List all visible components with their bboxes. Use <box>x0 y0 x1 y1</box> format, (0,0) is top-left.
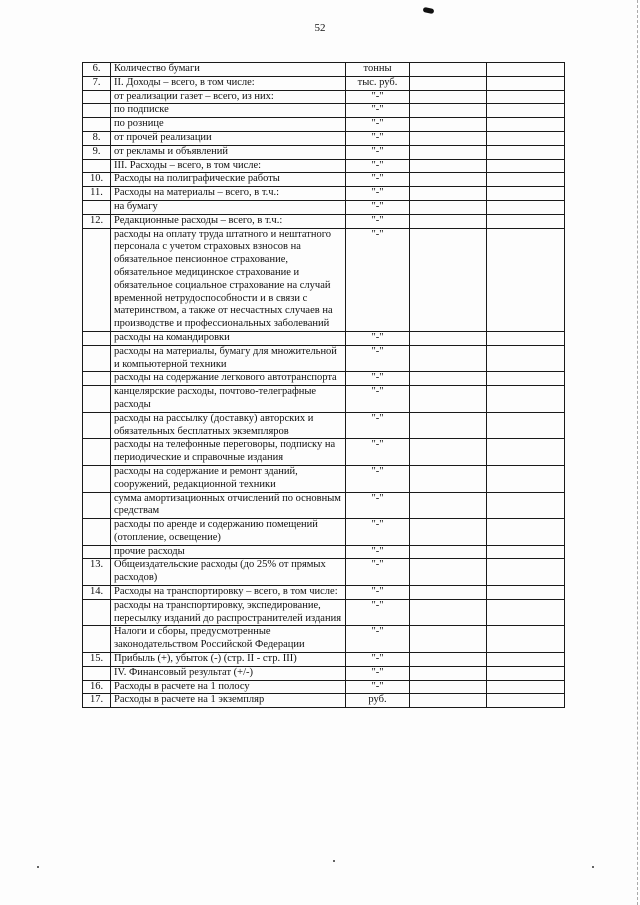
row-indicator: от реализации газет – всего, из них: <box>111 90 346 104</box>
row-value-cell <box>410 145 487 159</box>
row-value-cell <box>410 331 487 345</box>
row-number: 13. <box>83 559 111 586</box>
row-indicator: Общеиздательские расходы (до 25% от прямых расходов) <box>111 559 346 586</box>
table-row <box>83 90 565 104</box>
row-indicator: на бумагу <box>111 200 346 214</box>
table-row <box>83 159 565 173</box>
row-number <box>83 492 111 519</box>
row-value-cell <box>487 465 565 492</box>
row-value-cell <box>487 386 565 413</box>
row-unit: "-" <box>346 439 410 466</box>
page-number: 52 <box>314 22 326 34</box>
row-unit: "-" <box>346 465 410 492</box>
row-indicator: от рекламы и объявлений <box>111 145 346 159</box>
row-value-cell <box>410 492 487 519</box>
row-number <box>83 104 111 118</box>
row-value-cell <box>487 159 565 173</box>
row-unit: "-" <box>346 118 410 132</box>
table-row <box>83 465 565 492</box>
row-value-cell <box>487 131 565 145</box>
row-indicator: Расходы на транспортировку – всего, в том числе: <box>111 586 346 600</box>
scan-speck <box>37 866 39 868</box>
row-value-cell <box>487 145 565 159</box>
table-row <box>83 118 565 132</box>
row-indicator: расходы на рассылку (доставку) авторских и обязательных бесплатных экземпляров <box>111 412 346 439</box>
table-row <box>83 666 565 680</box>
row-value-cell <box>410 131 487 145</box>
row-indicator: Налоги и сборы, предусмотренные законодательством Российской Федерации <box>111 626 346 653</box>
row-value-cell <box>410 559 487 586</box>
row-value-cell <box>410 228 487 331</box>
row-value-cell <box>410 545 487 559</box>
row-number <box>83 412 111 439</box>
report-table-body <box>83 63 565 708</box>
row-value-cell <box>487 63 565 77</box>
table-row <box>83 545 565 559</box>
table-row <box>83 214 565 228</box>
row-number <box>83 331 111 345</box>
row-unit: "-" <box>346 666 410 680</box>
table-row <box>83 187 565 201</box>
row-indicator: Прибыль (+), убыток (-) (стр. II - стр. III) <box>111 653 346 667</box>
row-unit: "-" <box>346 680 410 694</box>
row-number <box>83 118 111 132</box>
row-unit: "-" <box>346 492 410 519</box>
row-indicator: расходы на содержание легкового автотранспорта <box>111 372 346 386</box>
row-indicator: Расходы в расчете на 1 экземпляр <box>111 694 346 708</box>
row-unit: "-" <box>346 386 410 413</box>
row-indicator: III. Расходы – всего, в том числе: <box>111 159 346 173</box>
row-indicator: Расходы на полиграфические работы <box>111 173 346 187</box>
table-row <box>83 63 565 77</box>
row-unit: "-" <box>346 559 410 586</box>
row-indicator: расходы на содержание и ремонт зданий, сооружений, редакционной техники <box>111 465 346 492</box>
row-indicator: прочие расходы <box>111 545 346 559</box>
row-value-cell <box>487 104 565 118</box>
table-row <box>83 228 565 331</box>
row-value-cell <box>487 412 565 439</box>
row-indicator: канцелярские расходы, почтово-телеграфные расходы <box>111 386 346 413</box>
row-value-cell <box>410 666 487 680</box>
row-value-cell <box>410 519 487 546</box>
row-value-cell <box>410 200 487 214</box>
row-indicator: Количество бумаги <box>111 63 346 77</box>
row-unit: "-" <box>346 372 410 386</box>
row-value-cell <box>487 680 565 694</box>
table-row <box>83 131 565 145</box>
row-unit: "-" <box>346 586 410 600</box>
row-number <box>83 159 111 173</box>
row-number <box>83 386 111 413</box>
row-value-cell <box>410 173 487 187</box>
row-number: 17. <box>83 694 111 708</box>
scan-speck <box>592 866 594 868</box>
row-value-cell <box>410 386 487 413</box>
row-unit: "-" <box>346 187 410 201</box>
row-number: 6. <box>83 63 111 77</box>
row-unit: "-" <box>346 519 410 546</box>
row-value-cell <box>410 412 487 439</box>
table-row <box>83 694 565 708</box>
row-number: 11. <box>83 187 111 201</box>
scan-mark <box>423 7 435 14</box>
row-indicator: расходы по аренде и содержанию помещений (отопление, освещение) <box>111 519 346 546</box>
row-number <box>83 345 111 372</box>
row-unit: "-" <box>346 145 410 159</box>
row-unit: "-" <box>346 653 410 667</box>
row-value-cell <box>410 90 487 104</box>
row-value-cell <box>487 666 565 680</box>
row-indicator: расходы на оплату труда штатного и нештатного персонала с учетом страховых взносов на обязательное пенсионное страхование, обязательное медицинское страхование и обязательное социальное страхование на случай временной нетрудоспособности и в связи с материнством, а также от несчастных случаев на производстве и профессиональных заболеваний <box>111 228 346 331</box>
row-number: 14. <box>83 586 111 600</box>
row-number <box>83 599 111 626</box>
row-indicator: расходы на материалы, бумагу для множительной и компьютерной техники <box>111 345 346 372</box>
table-row <box>83 626 565 653</box>
row-number: 9. <box>83 145 111 159</box>
row-value-cell <box>487 492 565 519</box>
table-row <box>83 345 565 372</box>
row-value-cell <box>487 200 565 214</box>
row-unit: "-" <box>346 159 410 173</box>
row-unit: тыс. руб. <box>346 76 410 90</box>
row-indicator: по рознице <box>111 118 346 132</box>
scan-edge <box>636 0 638 905</box>
row-value-cell <box>487 173 565 187</box>
row-number: 16. <box>83 680 111 694</box>
row-number <box>83 519 111 546</box>
table-row <box>83 386 565 413</box>
row-indicator: расходы на телефонные переговоры, подписку на периодические и справочные издания <box>111 439 346 466</box>
row-value-cell <box>410 599 487 626</box>
table-row <box>83 439 565 466</box>
row-indicator: IV. Финансовый результат (+/-) <box>111 666 346 680</box>
row-unit: "-" <box>346 599 410 626</box>
table-row <box>83 76 565 90</box>
row-value-cell <box>410 159 487 173</box>
row-value-cell <box>410 694 487 708</box>
row-unit: "-" <box>346 90 410 104</box>
row-value-cell <box>410 372 487 386</box>
report-table <box>82 62 565 708</box>
table-row <box>83 653 565 667</box>
row-value-cell <box>487 439 565 466</box>
row-unit: "-" <box>346 626 410 653</box>
row-value-cell <box>410 465 487 492</box>
row-value-cell <box>410 439 487 466</box>
row-value-cell <box>410 680 487 694</box>
row-unit: тонны <box>346 63 410 77</box>
row-value-cell <box>410 586 487 600</box>
table-row <box>83 680 565 694</box>
row-indicator: расходы на командировки <box>111 331 346 345</box>
table-row <box>83 331 565 345</box>
row-value-cell <box>487 586 565 600</box>
row-value-cell <box>410 76 487 90</box>
row-number <box>83 626 111 653</box>
row-number: 15. <box>83 653 111 667</box>
row-value-cell <box>410 63 487 77</box>
row-value-cell <box>410 187 487 201</box>
row-indicator: по подписке <box>111 104 346 118</box>
row-value-cell <box>487 345 565 372</box>
row-unit: "-" <box>346 173 410 187</box>
row-value-cell <box>410 653 487 667</box>
row-value-cell <box>410 104 487 118</box>
row-indicator: Расходы на материалы – всего, в т.ч.: <box>111 187 346 201</box>
row-number <box>83 372 111 386</box>
row-unit: "-" <box>346 545 410 559</box>
row-value-cell <box>487 545 565 559</box>
row-number: 12. <box>83 214 111 228</box>
row-value-cell <box>487 626 565 653</box>
row-value-cell <box>487 372 565 386</box>
row-value-cell <box>487 214 565 228</box>
row-number <box>83 666 111 680</box>
row-unit: "-" <box>346 412 410 439</box>
row-indicator: Расходы в расчете на 1 полосу <box>111 680 346 694</box>
row-value-cell <box>487 90 565 104</box>
row-unit: "-" <box>346 228 410 331</box>
table-row <box>83 492 565 519</box>
row-indicator: расходы на транспортировку, экспедирование, пересылку изданий до распространителей издания <box>111 599 346 626</box>
row-value-cell <box>410 345 487 372</box>
row-number <box>83 439 111 466</box>
table-row <box>83 599 565 626</box>
table-row <box>83 173 565 187</box>
row-number: 7. <box>83 76 111 90</box>
row-value-cell <box>487 519 565 546</box>
row-value-cell <box>487 228 565 331</box>
row-value-cell <box>487 694 565 708</box>
row-value-cell <box>487 559 565 586</box>
row-value-cell <box>410 214 487 228</box>
row-unit: "-" <box>346 200 410 214</box>
row-number <box>83 90 111 104</box>
row-value-cell <box>487 653 565 667</box>
table-row <box>83 372 565 386</box>
table-row <box>83 412 565 439</box>
table-row <box>83 145 565 159</box>
row-unit: "-" <box>346 131 410 145</box>
row-indicator: от прочей реализации <box>111 131 346 145</box>
row-value-cell <box>410 118 487 132</box>
row-number <box>83 228 111 331</box>
row-number <box>83 200 111 214</box>
scan-speck <box>333 860 335 862</box>
row-unit: "-" <box>346 214 410 228</box>
row-value-cell <box>487 118 565 132</box>
row-unit: "-" <box>346 331 410 345</box>
row-value-cell <box>487 599 565 626</box>
row-indicator: II. Доходы – всего, в том числе: <box>111 76 346 90</box>
table-row <box>83 559 565 586</box>
row-number: 10. <box>83 173 111 187</box>
table-row <box>83 200 565 214</box>
row-indicator: сумма амортизационных отчислений по основным средствам <box>111 492 346 519</box>
row-indicator: Редакционные расходы – всего, в т.ч.: <box>111 214 346 228</box>
row-value-cell <box>487 331 565 345</box>
row-unit: "-" <box>346 104 410 118</box>
row-value-cell <box>487 76 565 90</box>
table-row <box>83 519 565 546</box>
row-unit: руб. <box>346 694 410 708</box>
row-unit: "-" <box>346 345 410 372</box>
row-value-cell <box>487 187 565 201</box>
table-row <box>83 586 565 600</box>
row-number <box>83 465 111 492</box>
row-number: 8. <box>83 131 111 145</box>
table-row <box>83 104 565 118</box>
row-value-cell <box>410 626 487 653</box>
row-number <box>83 545 111 559</box>
